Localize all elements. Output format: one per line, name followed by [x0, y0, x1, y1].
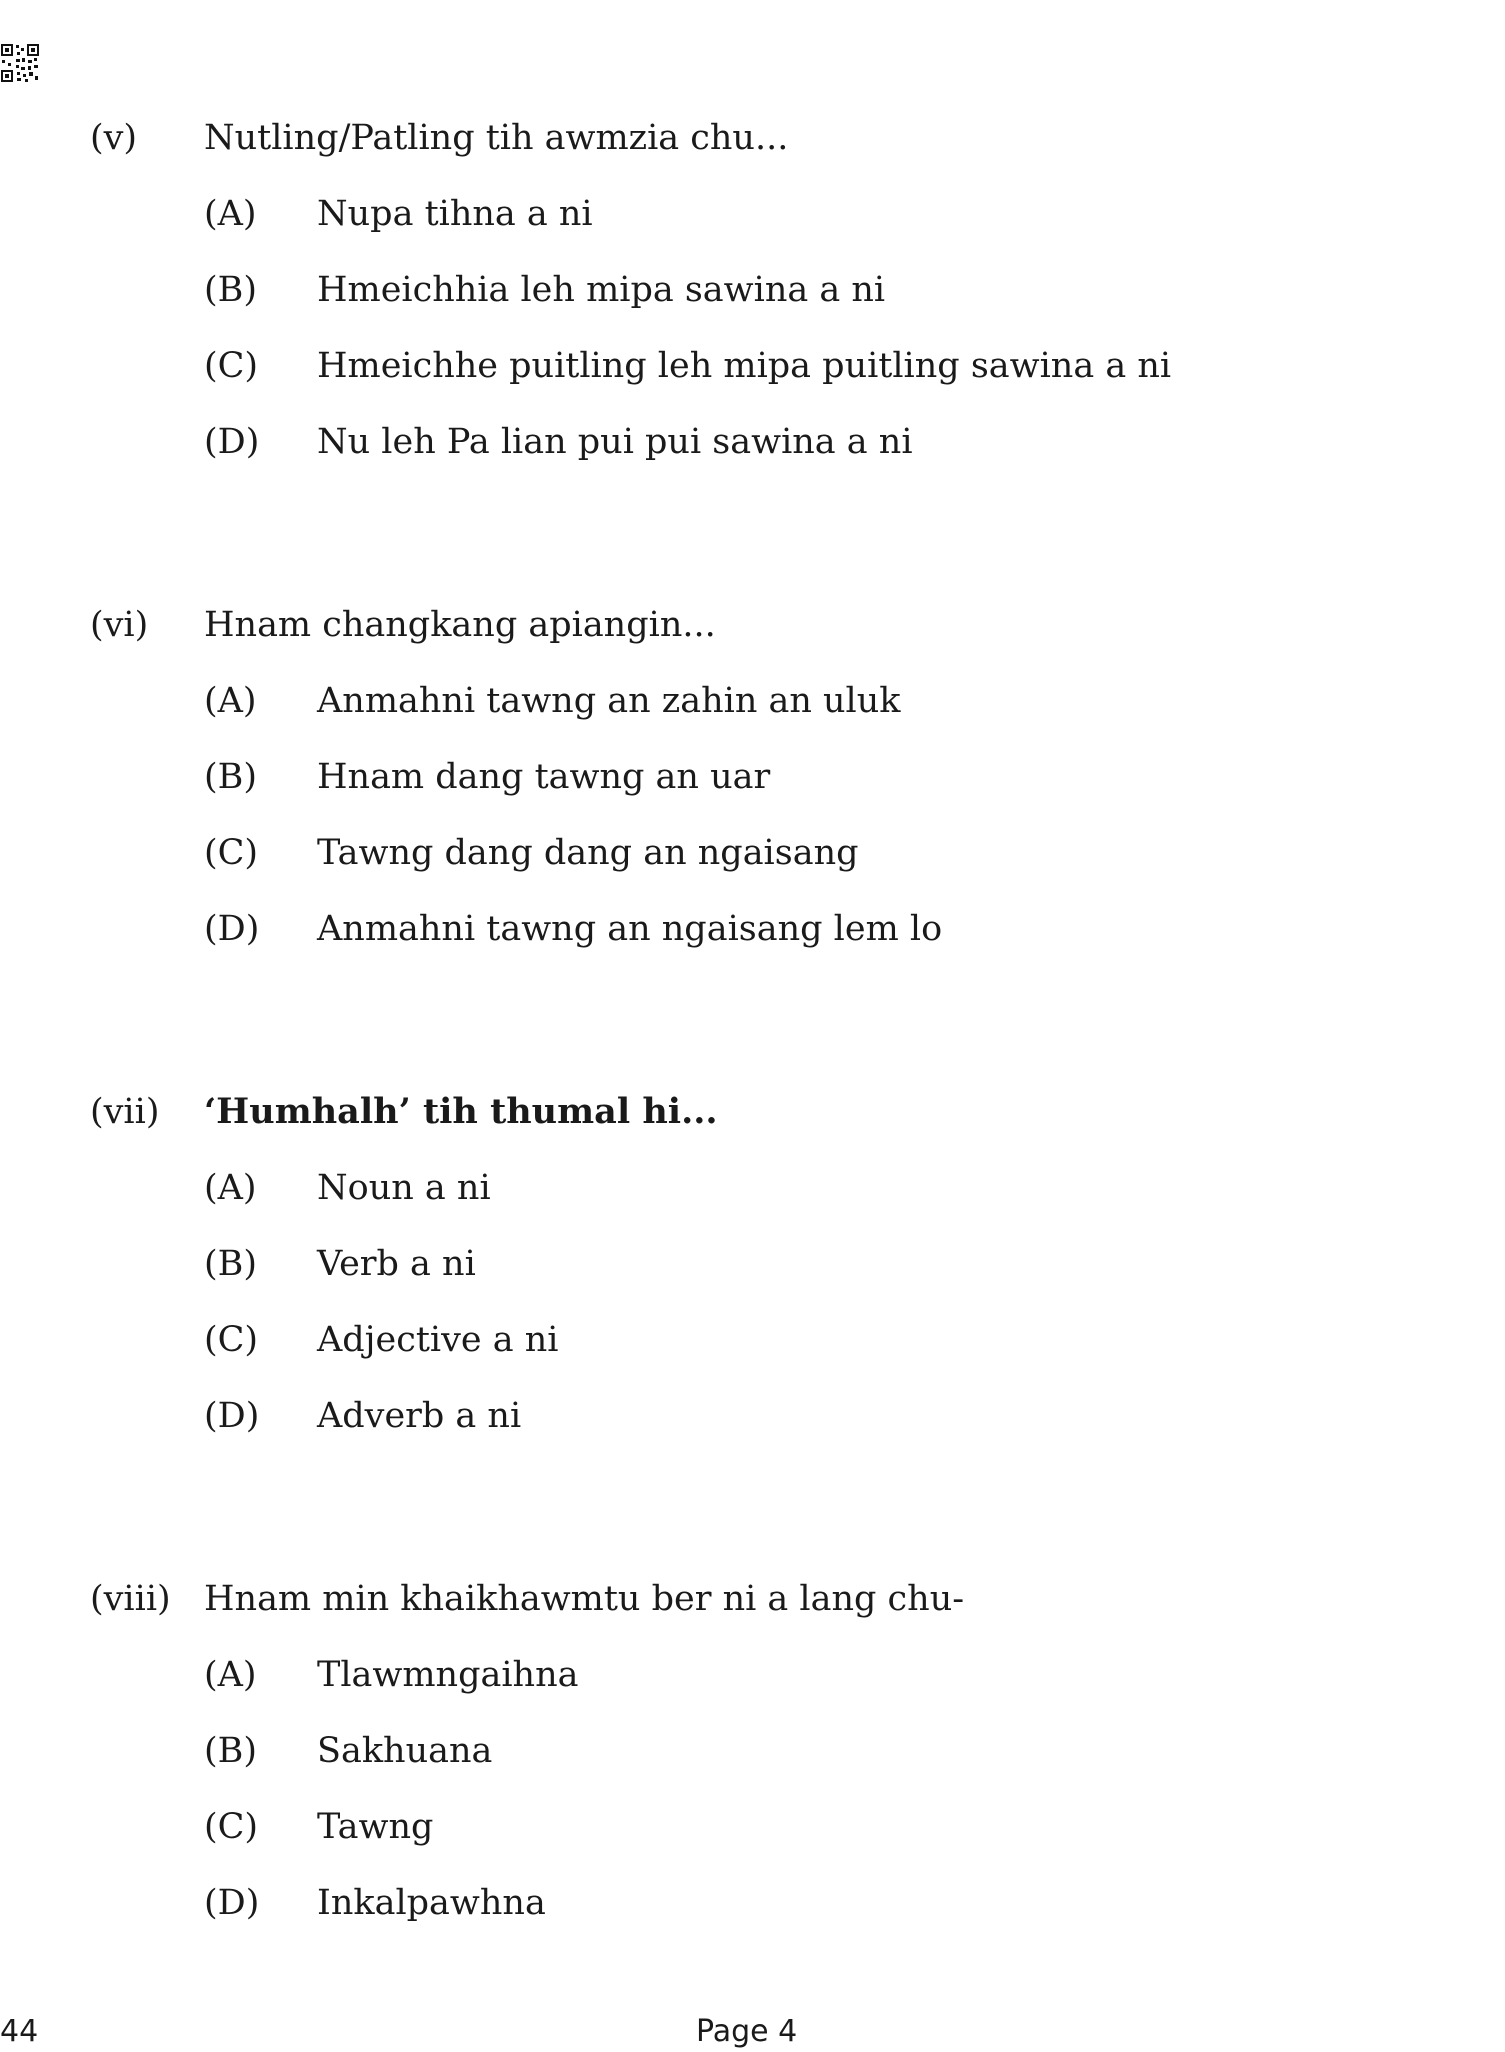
question-header — [0, 1574, 1300, 1624]
question-number: (vii) — [90, 1092, 160, 1132]
option-a — [0, 189, 1300, 239]
option-c — [0, 341, 1300, 391]
option-letter: (D) — [204, 1396, 260, 1436]
option-c — [0, 1315, 1300, 1365]
question-header — [0, 1087, 1300, 1137]
option-letter: (C) — [204, 346, 259, 386]
question-number: (viii) — [90, 1579, 171, 1619]
option-text: Sakhuana — [317, 1731, 493, 1771]
option-d — [0, 1878, 1300, 1928]
option-letter: (D) — [204, 1883, 260, 1923]
option-b — [0, 265, 1300, 315]
question-text: ‘Humhalh’ tih thumal hi... — [204, 1091, 718, 1132]
question-text: Hnam changkang apiangin... — [204, 605, 716, 645]
question-number: (v) — [90, 118, 138, 158]
option-letter: (B) — [204, 1244, 258, 1284]
page-number: Page 4 — [696, 2014, 798, 2049]
option-text: Hmeichhia leh mipa sawina a ni — [317, 270, 886, 310]
option-letter: (C) — [204, 1320, 259, 1360]
option-letter: (B) — [204, 1731, 258, 1771]
qr-code-icon — [0, 43, 40, 83]
option-letter: (A) — [204, 194, 257, 234]
option-letter: (D) — [204, 909, 260, 949]
option-letter: (B) — [204, 757, 258, 797]
option-b — [0, 1726, 1300, 1776]
question-text: Hnam min khaikhawmtu ber ni a lang chu- — [204, 1579, 965, 1619]
question-text: Nutling/Patling tih awmzia chu... — [204, 118, 789, 158]
option-text: Hnam dang tawng an uar — [317, 757, 771, 797]
option-b — [0, 752, 1300, 802]
option-text: Anmahni tawng an ngaisang lem lo — [317, 909, 943, 949]
option-text: Adjective a ni — [317, 1320, 559, 1360]
option-text: Verb a ni — [317, 1244, 476, 1284]
question-header — [0, 113, 1300, 163]
option-text: Tlawmngaihna — [317, 1655, 579, 1695]
option-d — [0, 417, 1300, 467]
question-number: (vi) — [90, 605, 149, 645]
option-a — [0, 676, 1300, 726]
option-a — [0, 1650, 1300, 1700]
option-letter: (C) — [204, 833, 259, 873]
question-header — [0, 600, 1300, 650]
option-a — [0, 1163, 1300, 1213]
option-letter: (A) — [204, 1655, 257, 1695]
option-text: Hmeichhe puitling leh mipa puitling sawina a ni — [317, 346, 1172, 386]
option-c — [0, 1802, 1300, 1852]
option-b — [0, 1239, 1300, 1289]
paper-code: 44 — [0, 2014, 39, 2049]
option-text: Tawng — [317, 1807, 434, 1847]
option-letter: (B) — [204, 270, 258, 310]
option-letter: (D) — [204, 422, 260, 462]
option-letter: (A) — [204, 1168, 257, 1208]
option-text: Adverb a ni — [317, 1396, 522, 1436]
option-c — [0, 828, 1300, 878]
option-letter: (C) — [204, 1807, 259, 1847]
option-letter: (A) — [204, 681, 257, 721]
option-text: Tawng dang dang an ngaisang — [317, 833, 859, 873]
option-d — [0, 904, 1300, 954]
option-text: Nu leh Pa lian pui pui sawina a ni — [317, 422, 913, 462]
option-text: Anmahni tawng an zahin an uluk — [317, 681, 901, 721]
option-text: Noun a ni — [317, 1168, 491, 1208]
option-text: Inkalpawhna — [317, 1883, 546, 1923]
option-d — [0, 1391, 1300, 1441]
option-text: Nupa tihna a ni — [317, 194, 593, 234]
